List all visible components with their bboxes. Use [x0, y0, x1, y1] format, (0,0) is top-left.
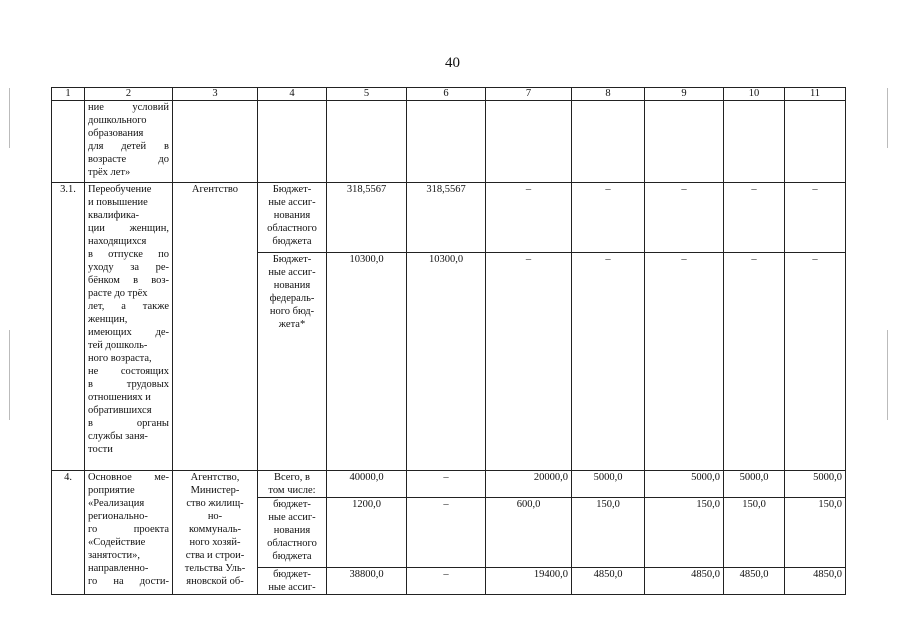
scan-mark [887, 88, 888, 148]
value-cell: – [724, 253, 785, 471]
value-cell: 38800,0 [327, 568, 407, 595]
col-header: 8 [572, 88, 645, 101]
value-cell: 150,0 [785, 498, 846, 568]
value-cell: 5000,0 [572, 471, 645, 498]
value-cell: 20000,0 [486, 471, 572, 498]
col-header: 10 [724, 88, 785, 101]
col-header: 3 [173, 88, 258, 101]
executor-cell: Агентство, Министер- ство жилищ- но- коммуналь- ного хозяй- ства и строи- тельства Уль- яновской об- [173, 471, 258, 595]
value-cell: – [486, 253, 572, 471]
scan-mark [887, 330, 888, 420]
col-header: 5 [327, 88, 407, 101]
measure-name-cell: ние условий дошкольного образования для детей в возрасте до трёх лет» [85, 101, 173, 183]
funding-source-cell: Бюджет- ные ассиг- нования областного бюджета [258, 183, 327, 253]
value-cell: 4850,0 [724, 568, 785, 595]
scan-mark [9, 88, 10, 148]
value-cell: 318,5567 [327, 183, 407, 253]
value-cell: 150,0 [572, 498, 645, 568]
value-cell: – [572, 183, 645, 253]
value-cell: – [645, 253, 724, 471]
col-header: 4 [258, 88, 327, 101]
col-header: 1 [52, 88, 85, 101]
value-cell: – [407, 568, 486, 595]
value-cell: – [785, 253, 846, 471]
value-cell: 1200,0 [327, 498, 407, 568]
col-header: 11 [785, 88, 846, 101]
col-header: 6 [407, 88, 486, 101]
value-cell: 5000,0 [785, 471, 846, 498]
budget-table [51, 87, 846, 595]
executor-cell: Агентство [173, 183, 258, 471]
value-cell: 4850,0 [572, 568, 645, 595]
funding-source-cell: бюджет- ные ассиг- [258, 568, 327, 595]
value-cell: 19400,0 [486, 568, 572, 595]
value-cell: 4850,0 [785, 568, 846, 595]
value-cell: 5000,0 [645, 471, 724, 498]
value-cell: – [645, 183, 724, 253]
value-cell: 10300,0 [327, 253, 407, 471]
funding-source-cell: Бюджет- ные ассиг- нования федераль- ного бюд- жета* [258, 253, 327, 471]
col-header: 2 [85, 88, 173, 101]
value-cell: 4850,0 [645, 568, 724, 595]
value-cell: 150,0 [645, 498, 724, 568]
col-header: 9 [645, 88, 724, 101]
funding-source-cell: бюджет- ные ассиг- нования областного бюджета [258, 498, 327, 568]
table-row [52, 101, 846, 183]
value-cell: 600,0 [486, 498, 572, 568]
column-header-row [52, 88, 846, 101]
row-number: 4. [52, 471, 85, 595]
row-number: 3.1. [52, 183, 85, 471]
value-cell: – [407, 498, 486, 568]
value-cell: 5000,0 [724, 471, 785, 498]
value-cell: – [724, 183, 785, 253]
scan-mark [9, 330, 10, 420]
value-cell: 40000,0 [327, 471, 407, 498]
table-row [52, 183, 846, 253]
value-cell: – [486, 183, 572, 253]
measure-name-cell: Переобучение и повышение квалифика- ции женщин, находящихся в отпуске по уходу за ре- бёнком в воз- расте до трёх лет, а также женщин, имеющих де- тей дошколь- ного возраста, не состоящих в трудовых отношениях и обратившихся в органы службы заня- тости [85, 183, 173, 471]
col-header: 7 [486, 88, 572, 101]
value-cell: 10300,0 [407, 253, 486, 471]
value-cell: 318,5567 [407, 183, 486, 253]
funding-source-cell: Всего, в том числе: [258, 471, 327, 498]
table-row [52, 471, 846, 498]
value-cell: 150,0 [724, 498, 785, 568]
value-cell: – [407, 471, 486, 498]
value-cell: – [572, 253, 645, 471]
value-cell: – [785, 183, 846, 253]
measure-name-cell: Основное ме- роприятие «Реализация регионально- го проекта «Содействие занятости», направленно- го на дости- [85, 471, 173, 595]
page-number: 40 [445, 55, 460, 71]
